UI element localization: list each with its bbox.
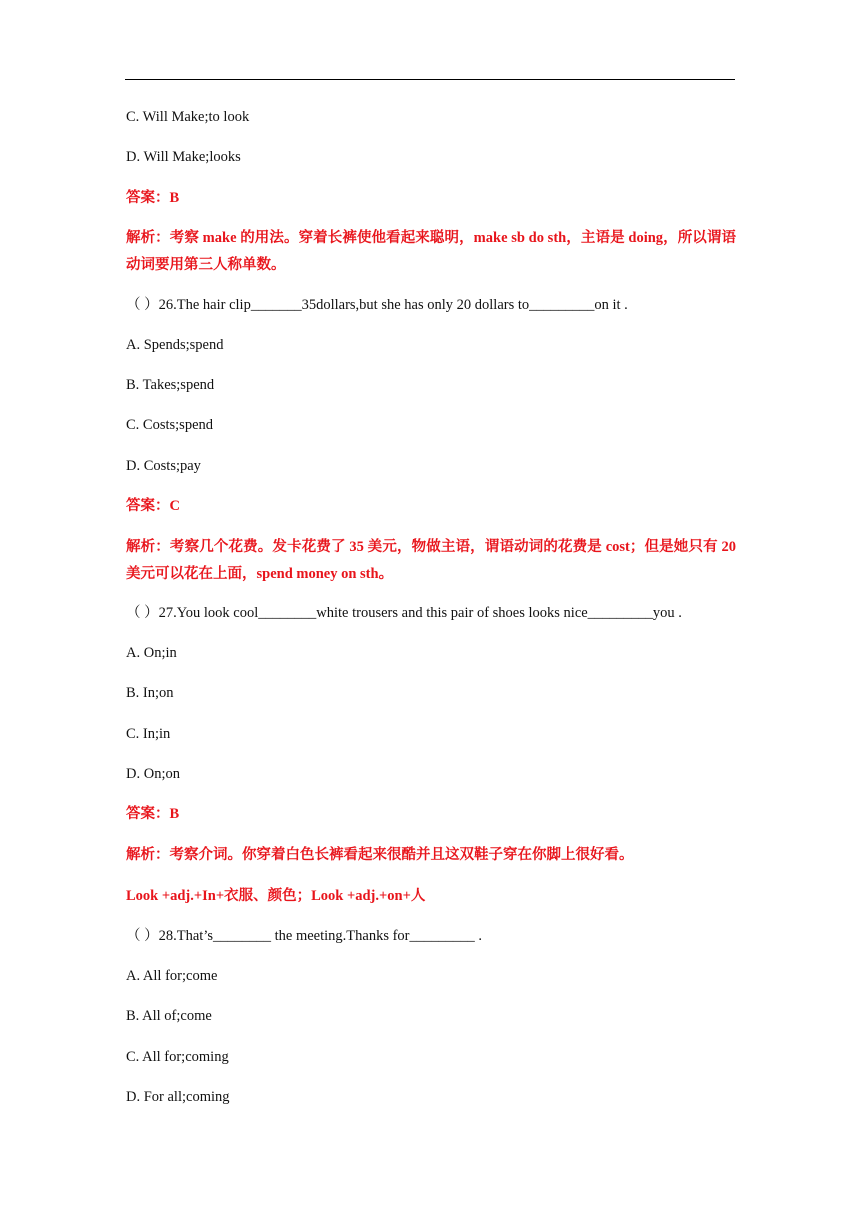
q27-option-b: B. In;on bbox=[126, 685, 174, 701]
q28-stem: （ ）28.That’s________ the meeting.Thanks for_________ . bbox=[126, 928, 483, 944]
q26-option-c: C. Costs;spend bbox=[126, 417, 214, 433]
q27-stem: （ ）27.You look cool________white trousers and this pair of shoes looks nice_________you . bbox=[126, 605, 682, 621]
q28-option-d: D. For all;coming bbox=[126, 1089, 230, 1105]
q25-option-c: C. Will Make;to look bbox=[126, 109, 250, 125]
q27-option-d: D. On;on bbox=[126, 766, 180, 782]
q27-option-a: A. On;in bbox=[126, 645, 177, 661]
q27-note: Look +adj.+In+衣服、颜色；Look +adj.+on+人 bbox=[126, 888, 426, 904]
header-rule bbox=[125, 79, 735, 80]
q27-answer: 答案：B bbox=[126, 806, 180, 822]
q26-option-d: D. Costs;pay bbox=[126, 458, 201, 474]
q28-option-c: C. All for;coming bbox=[126, 1049, 229, 1065]
q28-option-a: A. All for;come bbox=[126, 968, 218, 984]
q28-option-b: B. All of;come bbox=[126, 1008, 212, 1024]
q26-answer: 答案：C bbox=[126, 498, 180, 514]
q25-answer: 答案：B bbox=[126, 190, 180, 206]
q25-explanation: 解析：考察 make 的用法。穿着长裤使他看起来聪明，make sb do sth，主语是 doing，所以谓语动词要用第三人称单数。 bbox=[126, 230, 736, 273]
q27-explanation: 解析：考察介词。你穿着白色长裤看起来很酷并且这双鞋子穿在你脚上很好看。 bbox=[126, 847, 634, 863]
q26-option-a: A. Spends;spend bbox=[126, 337, 224, 353]
q25-option-d: D. Will Make;looks bbox=[126, 149, 241, 165]
q26-explanation: 解析：考察几个花费。发卡花费了 35 美元，物做主语，谓语动词的花费是 cost；但是她只有 20 美元可以花在上面，spend money on sth。 bbox=[126, 539, 736, 582]
q27-option-c: C. In;in bbox=[126, 726, 171, 742]
q26-option-b: B. Takes;spend bbox=[126, 377, 215, 393]
q26-stem: （ ）26.The hair clip_______35dollars,but she has only 20 dollars to_________on it . bbox=[126, 297, 628, 313]
